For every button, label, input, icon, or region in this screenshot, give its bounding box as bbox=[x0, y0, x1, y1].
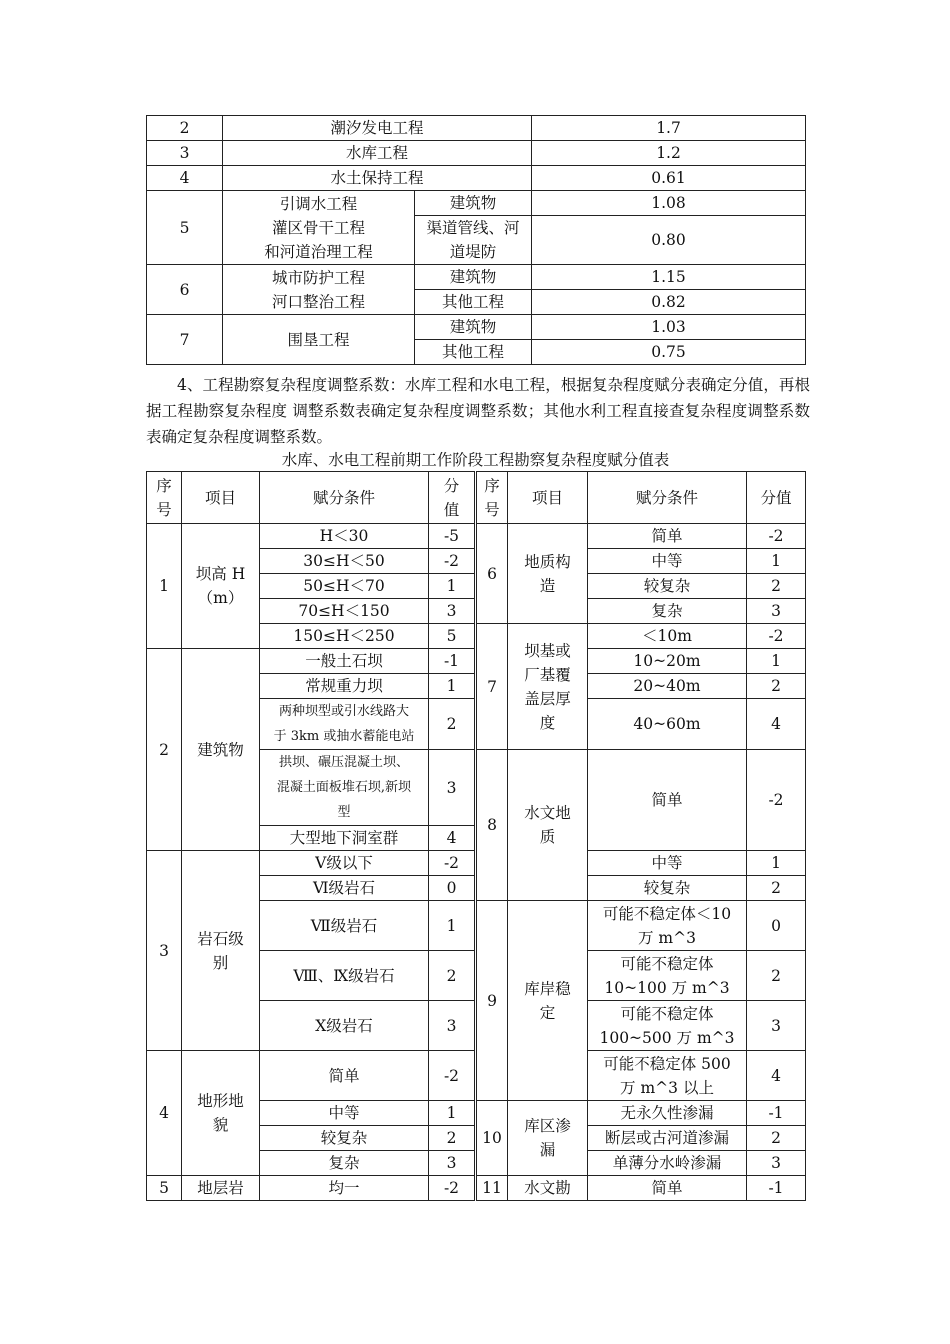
table-row bbox=[147, 191, 806, 216]
score: -2 bbox=[429, 1176, 476, 1201]
score: -1 bbox=[429, 649, 476, 674]
condition: 20~40m bbox=[588, 674, 747, 699]
item-name: 库岸稳 定 bbox=[508, 901, 588, 1101]
condition: 中等 bbox=[588, 851, 747, 876]
condition: H＜30 bbox=[260, 524, 429, 549]
row-number: 11 bbox=[476, 1176, 508, 1201]
condition: 较复杂 bbox=[588, 876, 747, 901]
score: 2 bbox=[747, 876, 806, 901]
condition: 50≤H＜70 bbox=[260, 574, 429, 599]
score: 2 bbox=[429, 951, 476, 1001]
item-name: 地质构 造 bbox=[508, 524, 588, 624]
row-number: 3 bbox=[147, 851, 182, 1051]
item-name: 库区渗 漏 bbox=[508, 1101, 588, 1176]
project-type: 引调水工程 灌区骨干工程 和河道治理工程 bbox=[223, 191, 415, 265]
score: -2 bbox=[429, 851, 476, 876]
score: 3 bbox=[429, 1151, 476, 1176]
score: 1 bbox=[429, 574, 476, 599]
sub-type: 其他工程 bbox=[415, 290, 532, 315]
row-number: 6 bbox=[476, 524, 508, 624]
score: -5 bbox=[429, 524, 476, 549]
score: 2 bbox=[747, 1126, 806, 1151]
score: 1 bbox=[747, 851, 806, 876]
item-name: 坝基或 厂基覆 盖层厚 度 bbox=[508, 624, 588, 750]
table-row bbox=[147, 116, 806, 141]
condition: 40~60m bbox=[588, 699, 747, 750]
score: 3 bbox=[429, 750, 476, 826]
score: -2 bbox=[429, 549, 476, 574]
table-caption: 水库、水电工程前期工作阶段工程勘察复杂程度赋分值表 bbox=[281, 451, 670, 469]
header-no: 序 号 bbox=[147, 472, 182, 524]
table-header bbox=[147, 472, 806, 524]
condition: 简单 bbox=[260, 1051, 429, 1101]
table-row bbox=[147, 315, 806, 340]
condition: 中等 bbox=[260, 1101, 429, 1126]
row-number: 5 bbox=[147, 1176, 182, 1201]
condition: Ⅶ级岩石 bbox=[260, 901, 429, 951]
condition: 简单 bbox=[588, 1176, 747, 1201]
condition: 可能不稳定体 100~500 万 m^3 bbox=[588, 1001, 747, 1051]
sub-type: 建筑物 bbox=[415, 315, 532, 340]
row-number: 7 bbox=[476, 624, 508, 750]
score: 3 bbox=[747, 1151, 806, 1176]
item-name: 坝高 H （m） bbox=[182, 524, 260, 649]
header-item: 项目 bbox=[508, 472, 588, 524]
row-number: 4 bbox=[147, 166, 223, 191]
score: 1 bbox=[747, 549, 806, 574]
row-number: 3 bbox=[147, 141, 223, 166]
sub-type: 建筑物 bbox=[415, 191, 532, 216]
score: 2 bbox=[747, 674, 806, 699]
item-name: 地层岩 bbox=[182, 1176, 260, 1201]
condition: 无永久性渗漏 bbox=[588, 1101, 747, 1126]
score: -1 bbox=[747, 1101, 806, 1126]
item-name: 建筑物 bbox=[182, 649, 260, 851]
row-number: 2 bbox=[147, 649, 182, 851]
score: -2 bbox=[747, 750, 806, 851]
table-row bbox=[147, 1176, 806, 1201]
score: 3 bbox=[747, 1001, 806, 1051]
project-type: 水库工程 bbox=[223, 141, 532, 166]
item-name: 岩石级 别 bbox=[182, 851, 260, 1051]
score: 0 bbox=[747, 901, 806, 951]
condition: 可能不稳定体 500 万 m^3 以上 bbox=[588, 1051, 747, 1101]
condition: 均一 bbox=[260, 1176, 429, 1201]
row-number: 5 bbox=[147, 191, 223, 265]
row-number: 7 bbox=[147, 315, 223, 365]
sub-type: 渠道管线、河 道堤防 bbox=[415, 216, 532, 265]
table-row bbox=[147, 141, 806, 166]
paragraph-text: 4、工程勘察复杂程度调整系数：水库工程和水电工程，根据复杂程度赋分表确定分值，再根据工程勘察复杂程度 调整系数表确定复杂程度调整系数；其他水利工程直接查复杂程度调整系数表确定复杂程度调整系数。 bbox=[146, 376, 810, 446]
condition: 复杂 bbox=[588, 599, 747, 624]
item-name: 地形地 貌 bbox=[182, 1051, 260, 1176]
score: 4 bbox=[747, 699, 806, 750]
score: 1 bbox=[429, 1101, 476, 1126]
table-row bbox=[147, 265, 806, 290]
coefficient-value: 1.03 bbox=[532, 315, 806, 340]
condition: 断层或古河道渗漏 bbox=[588, 1126, 747, 1151]
score: 1 bbox=[747, 649, 806, 674]
score: 0 bbox=[429, 876, 476, 901]
score: 2 bbox=[747, 951, 806, 1001]
condition: 较复杂 bbox=[260, 1126, 429, 1151]
header-score: 分 值 bbox=[429, 472, 476, 524]
sub-type: 建筑物 bbox=[415, 265, 532, 290]
project-type: 城市防护工程 河口整治工程 bbox=[223, 265, 415, 315]
coefficient-value: 1.08 bbox=[532, 191, 806, 216]
body-paragraph bbox=[146, 372, 810, 450]
score: 3 bbox=[747, 599, 806, 624]
condition: Ⅴ级以下 bbox=[260, 851, 429, 876]
coefficient-value: 1.15 bbox=[532, 265, 806, 290]
condition: Ⅹ级岩石 bbox=[260, 1001, 429, 1051]
row-number: 8 bbox=[476, 750, 508, 901]
score: -1 bbox=[747, 1176, 806, 1201]
score: 1 bbox=[429, 674, 476, 699]
score: 1 bbox=[429, 901, 476, 951]
coefficient-value: 0.80 bbox=[532, 216, 806, 265]
condition: 拱坝、碾压混凝土坝、 混凝土面板堆石坝,新坝 型 bbox=[260, 750, 429, 826]
condition: 单薄分水岭渗漏 bbox=[588, 1151, 747, 1176]
score: 4 bbox=[429, 826, 476, 851]
header-score: 分值 bbox=[747, 472, 806, 524]
header-condition: 赋分条件 bbox=[588, 472, 747, 524]
scoring-table bbox=[146, 471, 806, 1201]
sub-type: 其他工程 bbox=[415, 340, 532, 365]
condition: 两种坝型或引水线路大 于 3km 或抽水蓄能电站 bbox=[260, 699, 429, 750]
table-row bbox=[147, 524, 806, 549]
condition: 可能不稳定体＜10 万 m^3 bbox=[588, 901, 747, 951]
header-no: 序 号 bbox=[476, 472, 508, 524]
coefficient-table bbox=[146, 115, 806, 365]
score: 4 bbox=[747, 1051, 806, 1101]
coefficient-value: 0.75 bbox=[532, 340, 806, 365]
row-number: 4 bbox=[147, 1051, 182, 1176]
condition: 150≤H＜250 bbox=[260, 624, 429, 649]
condition: 可能不稳定体 10~100 万 m^3 bbox=[588, 951, 747, 1001]
condition: Ⅷ、Ⅸ级岩石 bbox=[260, 951, 429, 1001]
condition: Ⅵ级岩石 bbox=[260, 876, 429, 901]
condition: 70≤H＜150 bbox=[260, 599, 429, 624]
score: 2 bbox=[429, 699, 476, 750]
item-name: 水文地 质 bbox=[508, 750, 588, 901]
condition: 复杂 bbox=[260, 1151, 429, 1176]
condition: 10~20m bbox=[588, 649, 747, 674]
condition: 常规重力坝 bbox=[260, 674, 429, 699]
row-number: 6 bbox=[147, 265, 223, 315]
score: 3 bbox=[429, 599, 476, 624]
coefficient-value: 1.7 bbox=[532, 116, 806, 141]
row-number: 10 bbox=[476, 1101, 508, 1176]
score: -2 bbox=[747, 524, 806, 549]
condition: 简单 bbox=[588, 524, 747, 549]
project-type: 水土保持工程 bbox=[223, 166, 532, 191]
condition: 中等 bbox=[588, 549, 747, 574]
condition: 一般土石坝 bbox=[260, 649, 429, 674]
condition: 简单 bbox=[588, 750, 747, 851]
header-item: 项目 bbox=[182, 472, 260, 524]
score: -2 bbox=[747, 624, 806, 649]
item-name: 水文勘 bbox=[508, 1176, 588, 1201]
score: 2 bbox=[429, 1126, 476, 1151]
condition: 30≤H＜50 bbox=[260, 549, 429, 574]
coefficient-value: 1.2 bbox=[532, 141, 806, 166]
score: -2 bbox=[429, 1051, 476, 1101]
project-type: 潮汐发电工程 bbox=[223, 116, 532, 141]
row-number: 2 bbox=[147, 116, 223, 141]
condition: 大型地下洞室群 bbox=[260, 826, 429, 851]
header-condition: 赋分条件 bbox=[260, 472, 429, 524]
score: 5 bbox=[429, 624, 476, 649]
project-type: 围垦工程 bbox=[223, 315, 415, 365]
score: 3 bbox=[429, 1001, 476, 1051]
coefficient-value: 0.82 bbox=[532, 290, 806, 315]
condition: 较复杂 bbox=[588, 574, 747, 599]
coefficient-value: 0.61 bbox=[532, 166, 806, 191]
score: 2 bbox=[747, 574, 806, 599]
table-row bbox=[147, 166, 806, 191]
row-number: 9 bbox=[476, 901, 508, 1101]
condition: ＜10m bbox=[588, 624, 747, 649]
row-number: 1 bbox=[147, 524, 182, 649]
